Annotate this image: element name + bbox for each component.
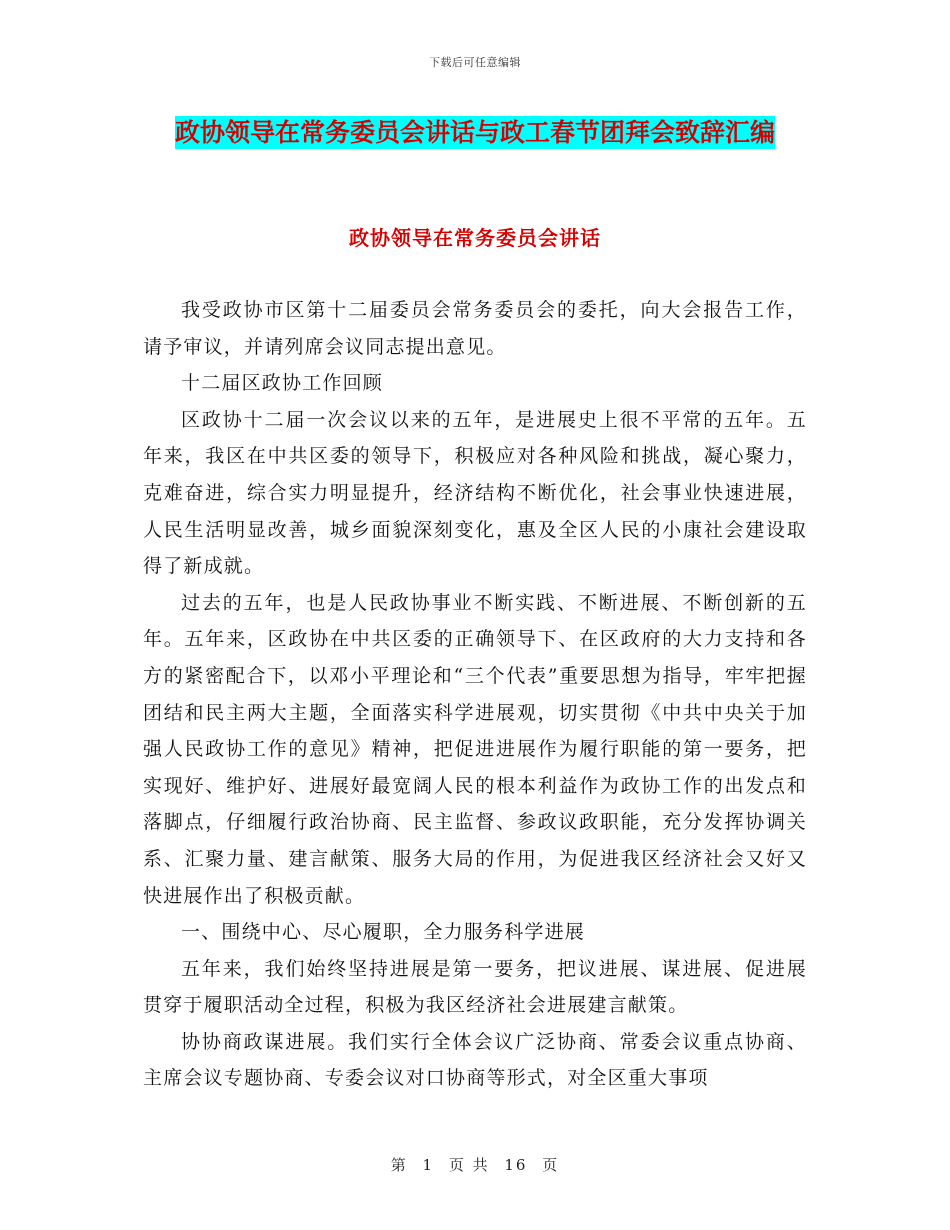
paragraph: 我受政协市区第十二届委员会常务委员会的委托，向大会报告工作，请予审议，并请列席会议同志提出意见。: [143, 299, 807, 358]
document-title: [140, 108, 810, 158]
footer-suffix: 页: [542, 1156, 560, 1174]
current-page-number: 1: [422, 1156, 435, 1174]
total-pages: 16: [504, 1156, 528, 1174]
document-body: [143, 292, 807, 1097]
paragraph: 五年来，我们始终坚持进展是第一要务，把议进展、谋进展、促进展贯穿于履职活动全过程，积极为我区经济社会进展建言献策。: [143, 957, 807, 1017]
page-footer: [0, 1154, 950, 1175]
document-title-text: 政协领导在常务委员会讲话与政工春节团拜会致辞汇编: [174, 118, 775, 147]
paragraph-heading: 一、围绕中心、尽心履职，全力服务科学进展: [181, 921, 586, 944]
footer-prefix: 第: [390, 1156, 408, 1174]
header-note: 下载后可任意编辑: [429, 56, 521, 69]
section-title: 政协领导在常务委员会讲话: [349, 226, 601, 250]
paragraph: 协协商政谋进展。我们实行全体会议广泛协商、常委会议重点协商、主席会议专题协商、专委会议对口协商等形式，对全区重大事项: [143, 1030, 807, 1090]
footer-mid: 页 共: [448, 1156, 490, 1174]
paragraph: 过去的五年，也是人民政协事业不断实践、不断进展、不断创新的五年。五年来，区政协在中共区委的正确领导下、在区政府的大力支持和各方的紧密配合下，以邓小平理论和“三个代表”重要思想为指导，牢牢把握团结和民主两大主题，全面落实科学进展观，切实贯彻《中共中央关于加强人民政协工作的意见》精神，把促进进展作为履行职能的第一要务，把实现好、维护好、进展好最宽阔人民的根本利益作为政协工作的出发点和落脚点，仔细履行政治协商、民主监督、参政议政职能，充分发挥协调关系、汇聚力量、建言献策、服务大局的作用，为促进我区经济社会又好又快进展作出了积极贡献。: [143, 591, 807, 907]
paragraph-heading: 十二届区政协工作回顾: [181, 372, 384, 395]
paragraph: 区政协十二届一次会议以来的五年，是进展史上很不平常的五年。五年来，我区在中共区委的领导下，积极应对各种风险和挑战，凝心聚力，克难奋进，综合实力明显提升，经济结构不断优化，社会事业快速进展，人民生活明显改善，城乡面貌深刻变化，惠及全区人民的小康社会建设取得了新成就。: [143, 408, 807, 578]
